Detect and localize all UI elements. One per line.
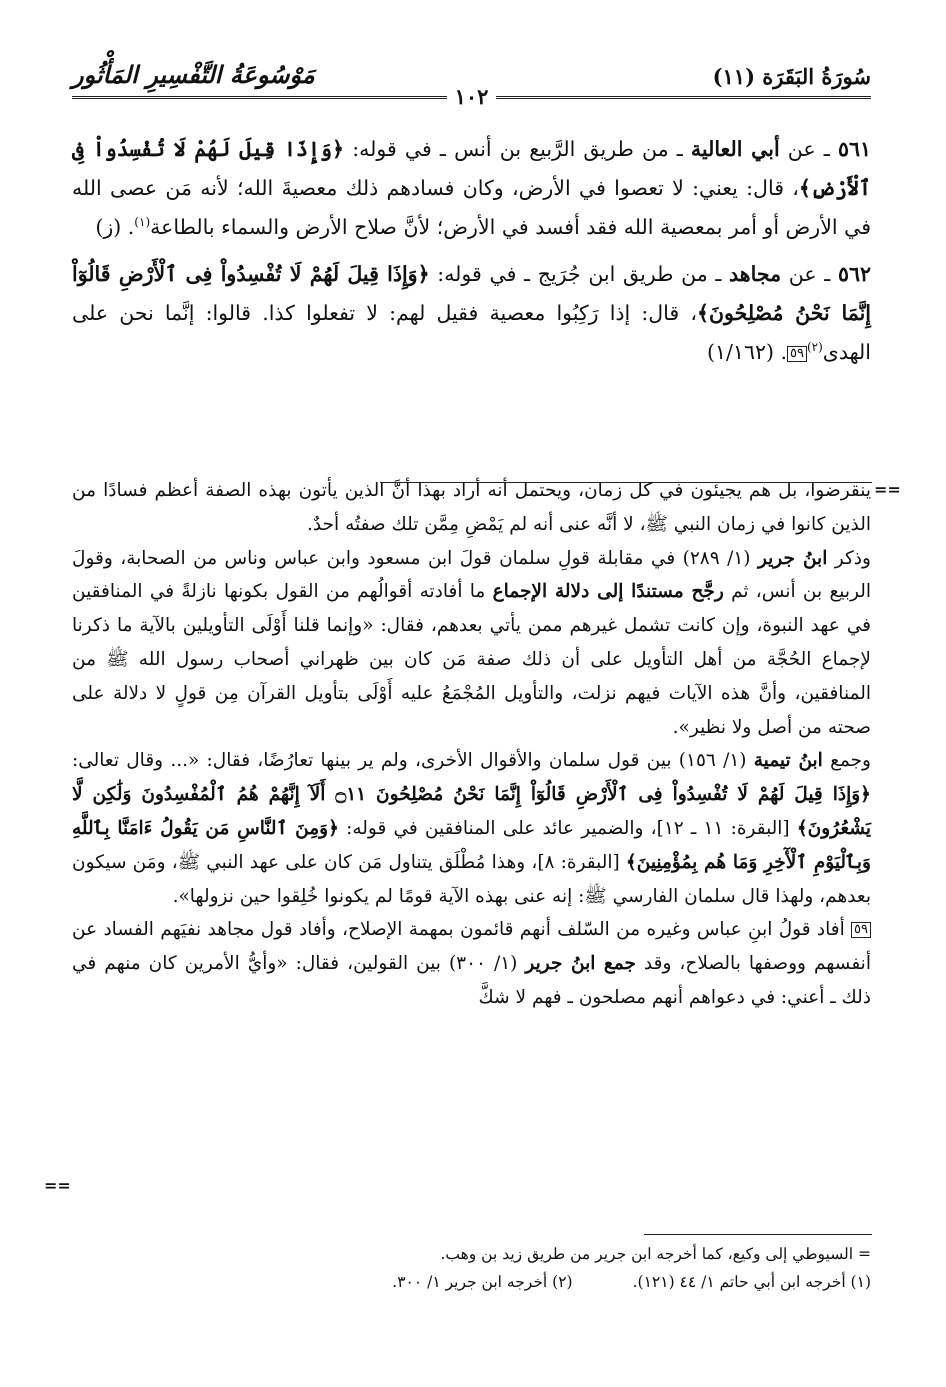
entry-text: ، قال: يعني: لا تعصوا في الأرض، وكان فسادهم ذلك معصيةَ الله؛ لأنه مَن عصى الله في الأرض أو أمر بمعصية الله فقد أفسد في الأرض؛ لأنَّ صلاح الأرض والسماء بالطاعة [72,176,871,239]
entry-text: ـ عن [781,262,838,286]
quran-quote: ﴿وَمِنَ ٱلنَّاسِ مَن يَقُولُ ءَامَنَّا بِٱللَّهِ وَبِٱلْيَوْمِ ٱلْأٓخِرِ وَمَا هُم بِمُؤْمِنِينَ﴾ [72,817,871,873]
commentary-ref-box[interactable]: ٥٩ [787,346,807,362]
footnote-2: (٢) أخرجه ابن جرير ١/ ٣٠٠. [392,1273,573,1291]
narrator-name: مجاهد [729,262,782,286]
commentary-paragraph: ٥٩ أفاد قولُ ابنِ عباس وغيره من السّلف أنهم قائمون بمهمة الإصلاح، وأفاد قول مجاهد نفيَهم الفساد عن أنفسهم ووصفها بالصلاح، وقد جمع ابنُ جرير (١/ ٣٠٠) بين القولين، فقال: «وأيُّ الأمرين كان منهم في ذلك ـ أعني: في دعواهم أنهم مصلحون ـ فهم لا شكَّ [72,919,871,1008]
entry-text: ، قال: إذا رَكِبُوا معصية فقيل لهم: لا تفعلوا كذا. قالوا: إنَّما نحن على الهدى [72,301,871,364]
commentary-number-box: ٥٩ [851,922,871,938]
commentary-paragraph: ينقرضوا، بل هم يجيئون في كل زمان، ويحتمل أنه أراد بهذا أنَّ الذين يأتون بهذه الصفة أعظم فسادًا من الذين كانوا في زمان النبي ﷺ، لا أنَّه عنى أنه لم يَمْضِ مِمَّن تلك صفتُه أحدٌ. [72,480,871,535]
scholar-name: ابنُ تيمية [753,750,823,772]
entry-562 [72,255,871,372]
running-header [72,58,871,118]
entry-text: . (ز) [95,215,135,239]
book-title: مَوْسُوعَةُ التَّفْسِيرِ المَأْثُور [72,60,315,89]
entry-text: ـ عن [779,137,838,161]
commentary-paragraph: وذكر ابنُ جرير (١/ ٢٨٩) في مقابلة قولِ سلمان قولَ ابن مسعود وابن عباس وناس من الصحابة، وقولَ الربيع بن أنس، ثم رجَّح مستندًا إلى دلالة الإجماع ما أفادته أقوالُهم من القول بكونها نازلةً في المنافقين في عهد النبوة، وإن كانت تشمل غيرهم ممن يأتي بعدهم، فقال: «وإنما قلنا أَوْلَى التأويلين بالآية ما ذكرنا لإجماع الحُجَّة من أهل التأويل على أن ذلك صفة مَن كان بين ظهراني أصحاب رسول الله ﷺ من المنافقين، وأنَّ هذه الآيات فيهم نزلت، والتأويل المُجْمَعُ عليه أَوْلَى بتأويل القرآن مِن قولٍ لا دلالة على صحته من أصل ولا نظير». [72,547,872,738]
quran-quote: ﴿وَإِذَا قِيلَ لَهُمْ لَا تُفْسِدُواْ فِى ٱلْأَرْضِ﴾ [72,137,871,200]
footnote-ref[interactable]: (٢) [806,340,823,355]
continues-mark: == [44,1176,71,1195]
entry-number: ٥٦٢ [837,262,871,286]
continuation-mark: == [874,480,901,499]
entry-text: ـ من طريق الرَّبيع بن أنس ـ في قوله: [344,137,691,161]
emphasis: رجَّح مستندًا إلى دلالة الإجماع [492,581,724,603]
page-number: ١٠٢ [447,84,497,109]
footnote-separator [644,1234,872,1235]
entry-561 [72,130,871,247]
entry-text: ـ من طريق ابن جُرَيج ـ في قوله: [429,262,730,286]
footnote-ref[interactable]: (١) [134,215,151,230]
entry-number: ٥٦١ [837,137,871,161]
commentary-paragraph: وجمع ابنُ تيمية (١/ ١٥٦) بين قول سلمان والأقوال الأخرى، ولم ير بينها تعارُضًا، فقال: «... وقال تعالى: ﴿وَإِذَا قِيلَ لَهُمْ لَا تُفْسِدُواْ فِى ٱلْأَرْضِ قَالُوٓاْ إِنَّمَا نَحْنُ مُصْلِحُونَ ۝١١ أَلَآ إِنَّهُمْ هُمُ ٱلْمُفْسِدُونَ وَلَٰكِن لَّا يَشْعُرُونَ﴾ [البقرة: ١١ ـ ١٢]، والضمير عائد على المنافقين في قوله: ﴿وَمِنَ ٱلنَّاسِ مَن يَقُولُ ءَامَنَّا بِٱللَّهِ وَبِٱلْيَوْمِ ٱلْأٓخِرِ وَمَا هُم بِمُؤْمِنِينَ﴾ [البقرة: ٨]، وهذا مُطْلَق يتناول مَن كان على عهد النبي ﷺ، ومَن سيكون بعدهم، ولهذا قال سلمان الفارسي ﷺ: إنه عنى بهذه الآية قومًا لم يكونوا خُلِقوا حين نزولها». [72,750,871,907]
scholar-name: جمع ابنُ جرير [525,953,636,975]
surah-title: سُورَةُ البَقَرَة (١١) [712,64,871,89]
quran-quote: ﴿وَإِذَا قِيلَ لَهُمْ لَا تُفْسِدُواْ فِى ٱلْأَرْضِ قَالُوٓاْ إِنَّمَا نَحْنُ مُصْلِحُونَ﴾ [72,262,871,325]
quran-quote: ﴿وَإِذَا قِيلَ لَهُمْ لَا تُفْسِدُواْ فِى ٱلْأَرْضِ قَالُوٓاْ إِنَّمَا نَحْنُ مُصْلِحُونَ ۝١١ أَلَآ إِنَّهُمْ هُمُ ٱلْمُفْسِدُونَ وَلَٰكِن لَّا يَشْعُرُونَ﴾ [72,784,871,839]
narrator-name: أبي العالية [690,137,780,161]
footnote-continuation: = السيوطي إلى وكيع، كما أخرجه ابن جرير من طريق زيد بن وهب. [440,1245,871,1263]
main-text [72,130,871,380]
commentary [72,474,871,1015]
scholar-name: ابنُ جرير [757,547,828,569]
footnotes [72,1240,871,1296]
entry-text: . (١/١٦٢) [707,340,787,364]
footnote-1: (١) أخرجه ابن أبي حاتم ١/ ٤٤ (١٢١). [632,1273,871,1291]
